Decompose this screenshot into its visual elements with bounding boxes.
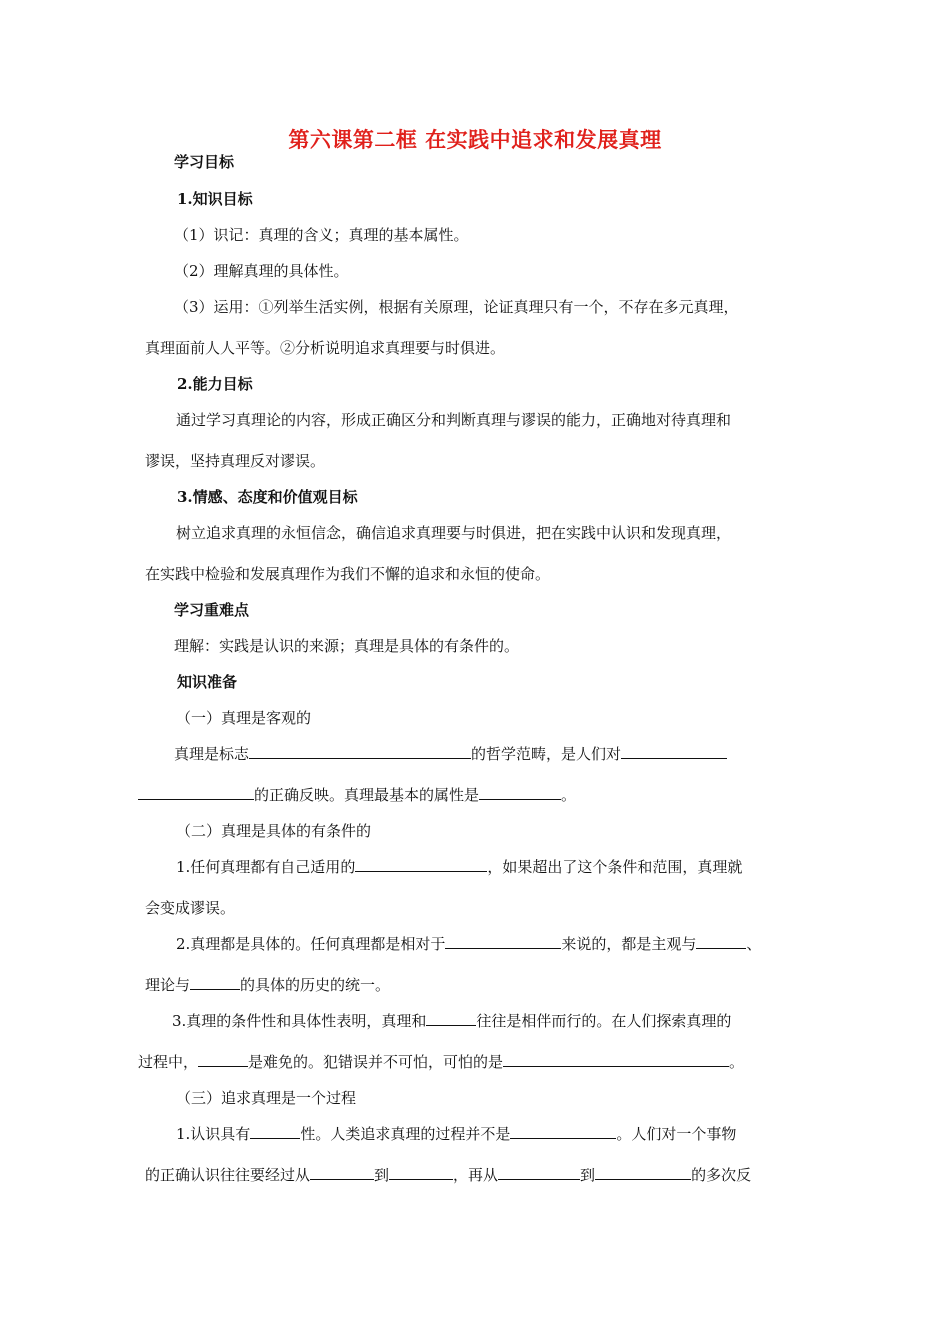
fill-blank[interactable] [503,1052,729,1067]
section-1-heading: （一）真理是客观的 [176,709,312,727]
text-segment: 的多次反 [691,1166,752,1184]
knowledge-goals-heading: 1.知识目标 [177,190,253,208]
text-segment: 1.任何真理都有自己适用的 [176,858,356,876]
ability-line-1: 通过学习真理论的内容，形成正确区分和判断真理与谬误的能力，正确地对待真理和 [176,411,732,429]
fill-blank[interactable] [510,1124,616,1139]
section-1-line-1 [174,744,727,764]
text-segment: 理论与 [145,976,191,994]
text-segment: 、 [746,935,762,953]
text-segment: 性。人类追求真理的过程并不是 [300,1125,511,1143]
text-segment: 来说的，都是主观与 [561,935,697,953]
text-segment: 2.真理都是具体的。任何真理都是相对于 [176,935,446,953]
point-3-1-line-2 [145,1165,751,1185]
knowledge-item-1: （1）识记：真理的含义；真理的基本属性。 [174,226,469,244]
fill-blank[interactable] [138,785,254,800]
point-2-2-line-1 [176,934,761,954]
point-3-1-line-1 [176,1124,736,1144]
fill-blank[interactable] [249,744,471,759]
text-segment: ，再从 [453,1166,499,1184]
emotion-goals-heading: 3.情感、态度和价值观目标 [177,488,358,506]
text-segment: 1.认识具有 [176,1125,251,1143]
point-2-3-line-2 [138,1052,744,1072]
point-2-1-line-1 [176,857,742,877]
ability-goals-heading: 2.能力目标 [177,375,253,393]
point-2-3-line-1 [172,1011,731,1031]
text-segment: ，如果超出了这个条件和范围，真理就 [487,858,743,876]
point-2-1-line-2: 会变成谬误。 [145,899,236,917]
knowledge-item-3-line-1: （3）运用：①列举生活实例，根据有关原理，论证真理只有一个，不存在多元真理， [174,298,739,316]
difficulty-heading: 学习重难点 [174,601,250,619]
ability-line-2: 谬误，坚持真理反对谬误。 [145,452,326,470]
fill-blank[interactable] [696,934,746,949]
emotion-line-2: 在实践中检验和发展真理作为我们不懈的追求和永恒的使命。 [145,565,551,583]
text-segment: 。 [729,1053,745,1071]
knowledge-item-3-line-2: 真理面前人人平等。②分析说明追求真理要与时俱进。 [145,339,506,357]
text-segment: 的哲学范畴，是人们对 [471,745,622,763]
text-segment: 到 [374,1166,390,1184]
section-3-heading: （三）追求真理是一个过程 [176,1089,357,1107]
text-segment: 3.真理的条件性和具体性表明，真理和 [172,1012,427,1030]
fill-blank[interactable] [426,1011,476,1026]
fill-blank[interactable] [498,1165,580,1180]
difficulty-text: 理解：实践是认识的来源；真理是具体的有条件的。 [174,637,520,655]
text-segment: 是难免的。犯错误并不可怕，可怕的是 [248,1053,504,1071]
text-segment: 。 [561,786,577,804]
fill-blank[interactable] [445,934,561,949]
text-segment: 到 [580,1166,596,1184]
fill-blank[interactable] [389,1165,453,1180]
section-1-line-2 [138,785,576,805]
text-segment: 的具体的历史的统一。 [240,976,391,994]
fill-blank[interactable] [310,1165,374,1180]
section-2-heading: （二）真理是具体的有条件的 [176,822,372,840]
page-title: 第六课第二框 在实践中追求和发展真理 [288,128,662,152]
fill-blank[interactable] [250,1124,300,1139]
knowledge-item-2: （2）理解真理的具体性。 [174,262,349,280]
text-segment: 过程中， [138,1053,199,1071]
text-segment: 。人们对一个事物 [616,1125,737,1143]
fill-blank[interactable] [355,857,487,872]
text-segment: 的正确认识往往要经过从 [145,1166,311,1184]
fill-blank[interactable] [190,975,240,990]
text-segment: 真理是标志 [174,745,250,763]
emotion-line-1: 树立追求真理的永恒信念，确信追求真理要与时俱进，把在实践中认识和发现真理， [176,524,732,542]
fill-blank[interactable] [198,1052,248,1067]
fill-blank[interactable] [479,785,561,800]
learning-goals-heading: 学习目标 [174,153,235,171]
point-2-2-line-2 [145,975,390,995]
knowledge-prep-heading: 知识准备 [177,673,238,691]
fill-blank[interactable] [595,1165,691,1180]
fill-blank[interactable] [621,744,727,759]
text-segment: 往往是相伴而行的。在人们探索真理的 [476,1012,732,1030]
text-segment: 的正确反映。真理最基本的属性是 [254,786,480,804]
